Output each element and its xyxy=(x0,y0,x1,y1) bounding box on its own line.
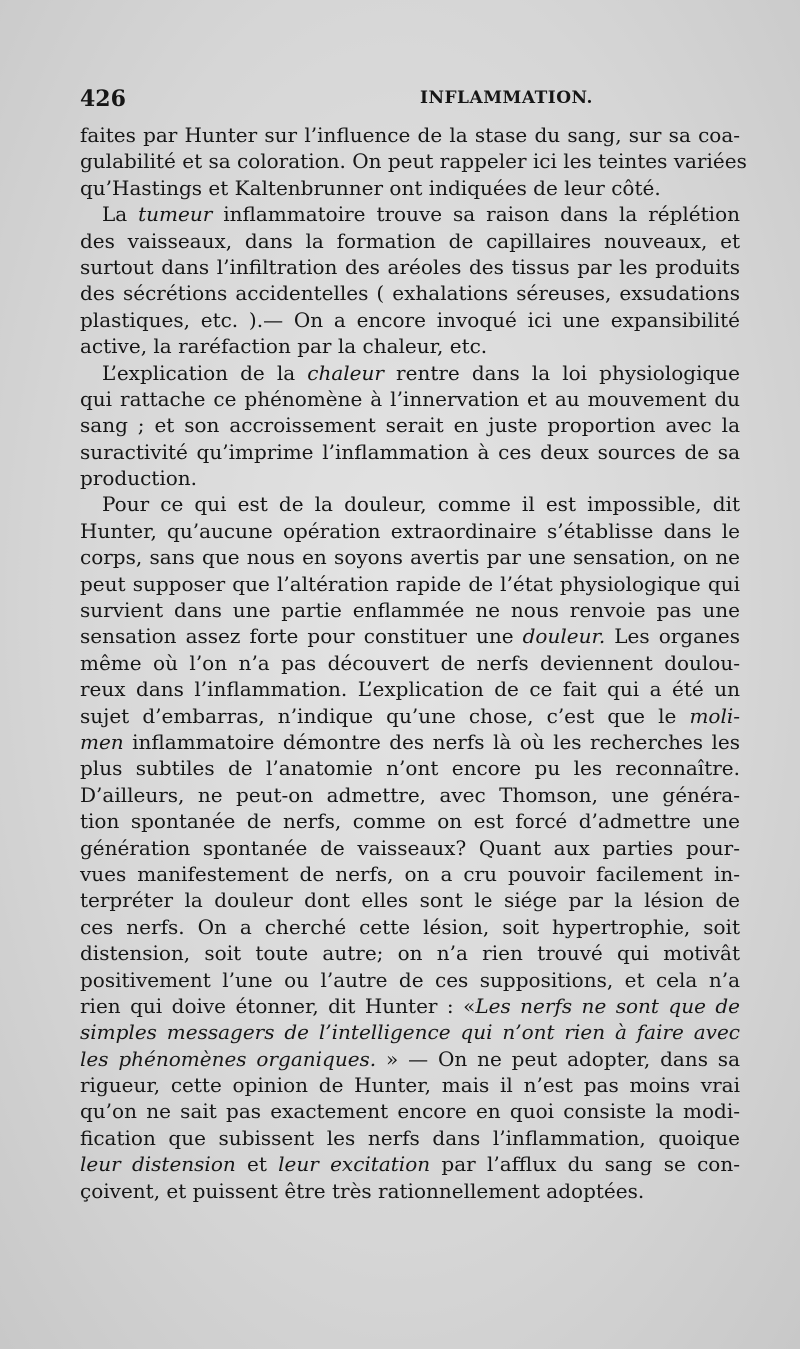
text-segment: positivement l’une ou l’autre de ces suppositions, et cela n’a xyxy=(80,967,740,992)
text-line xyxy=(80,703,740,729)
text-line xyxy=(80,254,740,280)
text-segment: Pour ce qui est de la douleur, comme il est impossible, dit xyxy=(102,492,740,517)
text-segment: suractivité qu’imprime l’inflammation à ces deux sources de sa xyxy=(80,439,740,464)
text-line xyxy=(80,729,740,755)
text-segment: sujet d’embarras, n’indique qu’une chose, c’est que le xyxy=(80,703,690,728)
text-segment: fication que subissent les nerfs dans l’inflammation, quoique xyxy=(80,1125,740,1150)
text-line xyxy=(80,1098,740,1124)
italic-text: tumeur xyxy=(138,202,213,227)
text-segment: génération spontanée de vaisseaux? Quant aux parties pour- xyxy=(80,835,740,860)
italic-text: leur distension xyxy=(80,1152,236,1177)
text-line xyxy=(80,782,740,808)
text-line xyxy=(80,835,740,861)
text-segment: Hunter, qu’aucune opération extraordinaire s’établisse dans le xyxy=(80,518,740,543)
text-line xyxy=(80,571,740,597)
italic-text: men xyxy=(80,729,124,754)
text-segment: » — On ne peut adopter, dans sa xyxy=(376,1046,740,1071)
text-segment: sensation assez forte pour constituer une xyxy=(80,624,523,649)
text-segment: même où l’on n’a pas découvert de nerfs deviennent doulou- xyxy=(80,650,740,675)
italic-text: moli- xyxy=(689,703,740,728)
text-line xyxy=(80,940,740,966)
text-line xyxy=(80,1125,740,1151)
text-line xyxy=(80,967,740,993)
text-segment: qu’on ne sait pas exactement encore en quoi consiste la modi- xyxy=(80,1099,740,1124)
text-line xyxy=(80,333,740,359)
text-line xyxy=(80,914,740,940)
text-segment: rigueur, cette opinion de Hunter, mais il n’est pas moins vrai xyxy=(80,1073,740,1098)
text-line xyxy=(80,122,740,148)
text-line xyxy=(80,1178,740,1204)
text-segment: distension, soit toute autre; on n’a rien trouvé qui motivât xyxy=(80,941,740,966)
text-segment: production. xyxy=(80,466,198,491)
text-segment: tion spontanée de nerfs, comme on est forcé d’admettre une xyxy=(80,809,740,834)
italic-text: chaleur xyxy=(307,360,384,385)
text-segment: inflammatoire trouve sa raison dans la réplétion xyxy=(212,202,740,227)
text-segment: sang ; et son accroissement serait en juste proportion avec la xyxy=(80,413,740,438)
page-header xyxy=(80,86,740,120)
text-line xyxy=(80,491,740,517)
text-line xyxy=(80,544,740,570)
text-line xyxy=(80,676,740,702)
text-line xyxy=(80,755,740,781)
italic-text: les phénomènes organiques. xyxy=(80,1046,377,1071)
text-segment: L’explication de la xyxy=(102,360,308,385)
text-segment: inflammatoire démontre des nerfs là où les recherches les xyxy=(123,729,740,754)
text-segment: plus subtiles de l’anatomie n’ont encore pu les reconnaître. xyxy=(80,756,740,781)
text-segment: ces nerfs. On a cherché cette lésion, soit hypertrophie, soit xyxy=(80,914,740,939)
text-segment: corps, sans que nous en soyons avertis par une sensation, on ne xyxy=(80,545,740,570)
text-line xyxy=(80,280,740,306)
text-line xyxy=(80,228,740,254)
italic-text: douleur. xyxy=(522,624,606,649)
text-segment: peut supposer que l’altération rapide de l’état physiologique qui xyxy=(80,571,740,596)
text-line xyxy=(80,1072,740,1098)
text-line xyxy=(80,465,740,491)
text-segment: qui rattache ce phénomène à l’innervation et au mouvement du xyxy=(80,386,740,411)
text-segment: vues manifestement de nerfs, on a cru pouvoir facilement in- xyxy=(80,861,740,886)
text-segment: par l’afflux du sang se con- xyxy=(430,1152,740,1177)
italic-text: Les nerfs ne sont que de xyxy=(475,993,740,1018)
page-number: 426 xyxy=(80,86,126,112)
text-line xyxy=(80,201,740,227)
text-line xyxy=(80,412,740,438)
text-segment: La xyxy=(102,202,139,227)
text-line xyxy=(80,148,747,174)
text-line xyxy=(80,307,740,333)
text-segment: D’ailleurs, ne peut-on admettre, avec Thomson, une généra- xyxy=(80,782,740,807)
text-segment: surtout dans l’infiltration des aréoles des tissus par les produits xyxy=(80,254,740,279)
text-line xyxy=(80,861,740,887)
text-line xyxy=(80,1151,740,1177)
text-segment: qu’Hastings et Kaltenbrunner ont indiquées de leur côté. xyxy=(80,175,661,200)
text-line xyxy=(80,360,740,386)
text-segment: rentre dans la loi physiologique xyxy=(383,360,740,385)
text-segment: active, la raréfaction par la chaleur, etc. xyxy=(80,334,488,359)
text-line xyxy=(80,597,740,623)
text-segment: faites par Hunter sur l’influence de la stase du sang, sur sa coa- xyxy=(80,123,740,147)
text-line xyxy=(80,518,740,544)
body-text xyxy=(80,122,747,1204)
text-line xyxy=(80,650,740,676)
text-segment: terpréter la douleur dont elles sont le siége par la lésion de xyxy=(80,888,740,913)
text-segment: et xyxy=(235,1152,279,1177)
text-line xyxy=(80,887,740,913)
text-line xyxy=(80,175,740,201)
text-segment: Les organes xyxy=(605,624,741,649)
text-segment: survient dans une partie enflammée ne nous renvoie pas une xyxy=(80,598,740,623)
text-line xyxy=(80,386,740,412)
text-line xyxy=(80,439,740,465)
text-line xyxy=(80,623,740,649)
text-line xyxy=(80,1046,740,1072)
text-segment: reux dans l’inflammation. L’explication de ce fait qui a été un xyxy=(80,677,740,702)
text-segment: çoivent, et puissent être très rationnellement adoptées. xyxy=(80,1178,645,1203)
text-segment: des sécrétions accidentelles ( exhalations séreuses, exsudations xyxy=(80,281,740,306)
text-line xyxy=(80,808,740,834)
text-segment: gulabilité et sa coloration. On peut rappeler ici les teintes variées xyxy=(80,149,747,174)
text-line xyxy=(80,1019,740,1045)
text-segment: plastiques, etc. ).— On a encore invoqué ici une expansibilité xyxy=(80,307,740,332)
italic-text: simples messagers de l’intelligence qui n’ont rien à faire avec xyxy=(80,1020,740,1045)
italic-text: leur excitation xyxy=(278,1152,431,1177)
running-head: INFLAMMATION. xyxy=(420,88,593,108)
text-segment: rien qui doive étonner, dit Hunter : « xyxy=(80,993,476,1018)
text-line xyxy=(80,993,740,1019)
text-segment: des vaisseaux, dans la formation de capillaires nouveaux, et xyxy=(80,228,740,253)
